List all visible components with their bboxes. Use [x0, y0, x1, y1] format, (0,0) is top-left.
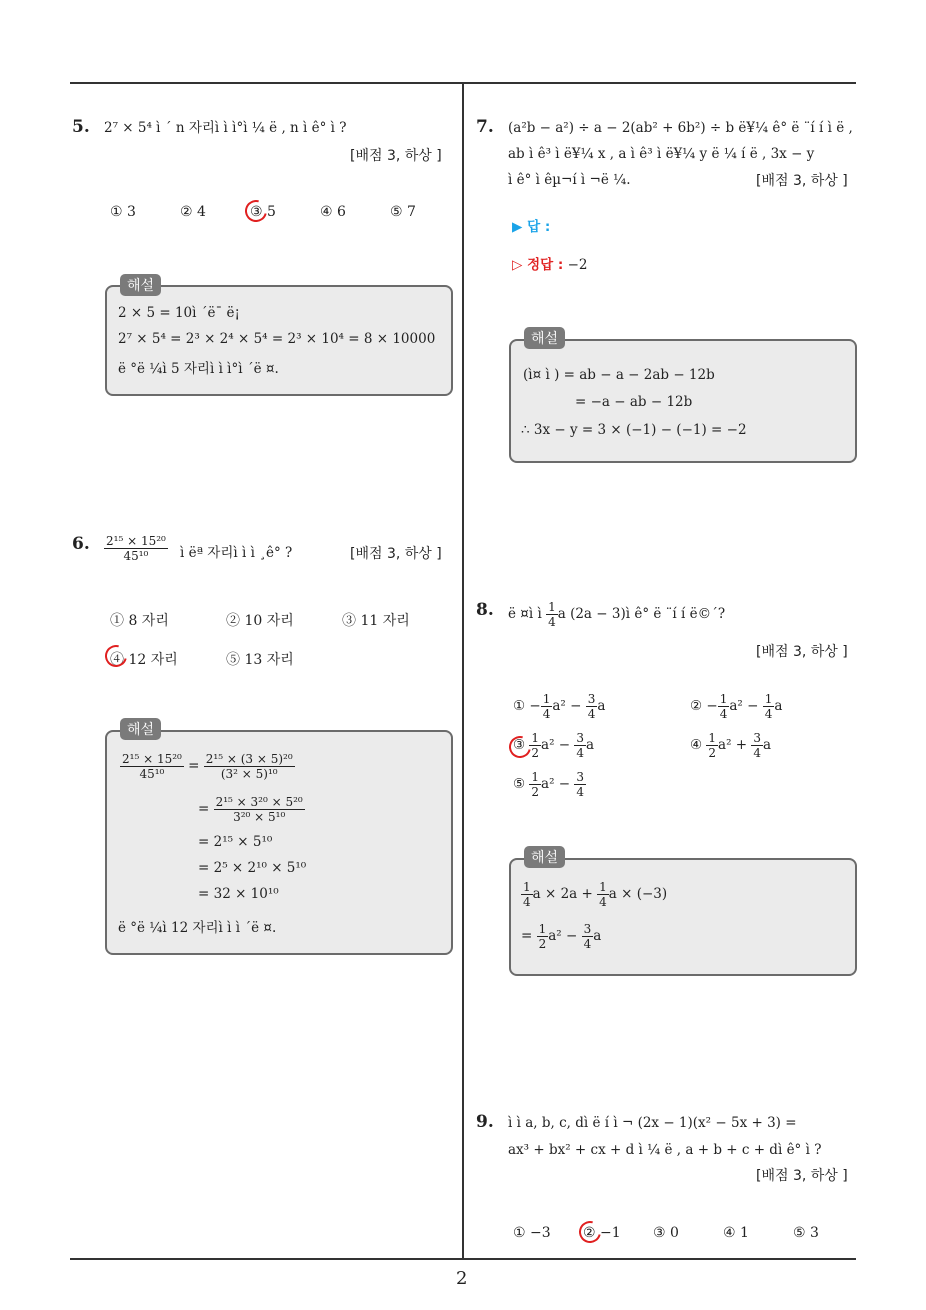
question-7-number: 7. — [476, 117, 494, 137]
question-8-number: 8. — [476, 600, 494, 620]
q8-sol-line-1: $\frac{1}{4}$ a × 2a + $\frac{1}{4}$ a × (−3) — [523, 880, 668, 909]
q6-sol-last: ë °ë ¼ì 12 자리ì ì ì ´ë ¤. — [118, 920, 277, 936]
q6-sol-eq-1: = — [188, 758, 200, 774]
question-8-meta: [배점 3, 하상 ] — [756, 644, 848, 660]
question-7-line-1: (a²b − a²) ÷ a − 2(ab² + 6b²) ÷ b ë¥¼ ê° ë ¨í í ì ë , — [508, 120, 853, 136]
question-6-text: ì ëª 자리ì ì ì ¸ê° ? — [180, 545, 293, 561]
q6-sol-l2d: 3²⁰ × 5¹⁰ — [233, 810, 286, 824]
q6-frac-denominator: 45¹⁰ — [123, 549, 149, 563]
question-9-line-2: ax³ + bx² + cx + d ì ¼ ë , a + b + c + dì ê° ì ? — [508, 1142, 822, 1158]
q6-choice-5[interactable]: ⑤ 13 자리 — [226, 652, 294, 668]
question-6-expression — [104, 534, 168, 563]
question-7-line-3: ì ê° ì êµ¬í ì ¬ë ¼. — [508, 172, 631, 188]
q6-sol-fn: 2¹⁵ × 15²⁰ — [122, 752, 182, 766]
q8-choice-1[interactable]: ① − $\frac{1}{4}$ a² − $\frac{3}{4}$ a — [513, 692, 606, 721]
q6-sol-line-2 — [198, 795, 305, 824]
q8-solution-tag: 해설 — [524, 846, 565, 868]
q7-sol-line-3: ∴ 3x − y = 3 × (−1) − (−1) = −2 — [521, 422, 747, 438]
q6-choice-1[interactable]: ① 8 자리 — [110, 613, 169, 629]
q7-answer-label[interactable]: ▶ 답 : — [512, 219, 551, 235]
q6-choice-4[interactable]: ④ 12 자리 — [110, 652, 178, 668]
bottom-rule — [70, 1258, 856, 1260]
q9-answer-mark — [575, 1217, 605, 1247]
q6-frac-numerator: 2¹⁵ × 15²⁰ — [106, 534, 166, 548]
q9-choice-3[interactable]: ③ 0 — [653, 1225, 679, 1241]
q5-sol-line-1: 2 × 5 = 10ì ´ë¯ ë¡ — [118, 305, 240, 321]
question-5-text: 2⁷ × 5⁴ ì ´ n 자리ì ì ì°ì ¼ ë , n ì ê° ì ? — [104, 120, 347, 136]
question-9-number: 9. — [476, 1112, 494, 1132]
question-8-text: ë ¤ì ì $\frac{1}{4}$ a (2a − 3)ì ê° ë ¨í í ë©´? — [508, 600, 726, 629]
question-5-meta: [배점 3, 하상 ] — [350, 148, 442, 164]
question-9-meta: [배점 3, 하상 ] — [756, 1168, 848, 1184]
q8-choice-3[interactable]: ③ $\frac{1}{2}$ a² − $\frac{3}{4}$ a — [513, 731, 595, 760]
question-9-line-1: ì ì a, b, c, dì ë í ì ¬ (2x − 1)(x² − 5x + 3) = — [508, 1115, 797, 1131]
q5-choice-1[interactable]: ① 3 — [110, 204, 136, 220]
question-6-meta: [배점 3, 하상 ] — [350, 546, 442, 562]
q9-choice-4[interactable]: ④ 1 — [723, 1225, 749, 1241]
q5-choice-4[interactable]: ④ 6 — [320, 204, 346, 220]
q6-solution-tag: 해설 — [120, 718, 161, 740]
question-6-number: 6. — [72, 534, 90, 554]
q8-choice-5[interactable]: ⑤ $\frac{1}{2}$ a² − $\frac{3}{4}$ — [513, 770, 585, 799]
q6-sol-l2n: 2¹⁵ × 3²⁰ × 5²⁰ — [215, 795, 303, 809]
q9-choice-2[interactable]: ② −1 — [583, 1225, 621, 1241]
question-7-meta: [배점 3, 하상 ] — [756, 173, 848, 189]
column-divider — [462, 82, 464, 1258]
q6-sol-line-1 — [120, 752, 295, 781]
q9-choice-5[interactable]: ⑤ 3 — [793, 1225, 819, 1241]
q5-solution-tag: 해설 — [120, 274, 161, 296]
q8-sol-line-2: = $\frac{1}{2}$ a² − $\frac{3}{4}$ a — [521, 922, 602, 951]
q9-choice-1[interactable]: ① −3 — [513, 1225, 551, 1241]
q6-sol-rd: (3² × 5)¹⁰ — [220, 767, 278, 781]
q5-answer-mark — [241, 196, 271, 226]
page-number: 2 — [456, 1268, 468, 1289]
q7-correct-row — [512, 253, 587, 273]
q6-sol-line-5: = 32 × 10¹⁰ — [198, 886, 279, 902]
q8-text-pre: ë ¤ì ì — [508, 606, 547, 622]
q8-text-post: a (2a − 3)ì ê° ë ¨í í ë©´? — [557, 606, 726, 622]
q6-sol-fd: 45¹⁰ — [139, 767, 165, 781]
q8-choice-4[interactable]: ④ $\frac{1}{2}$ a² + $\frac{3}{4}$ a — [690, 731, 772, 760]
q7-sol-line-2: = −a − ab − 12b — [575, 394, 693, 410]
q6-choice-3[interactable]: ③ 11 자리 — [342, 613, 410, 629]
q5-choice-2[interactable]: ② 4 — [180, 204, 206, 220]
q7-sol-line-1: (ì¤ ì ) = ab − a − 2ab − 12b — [523, 367, 715, 383]
q6-sol-line-3: = 2¹⁵ × 5¹⁰ — [198, 834, 273, 850]
q6-sol-line-4: = 2⁵ × 2¹⁰ × 5¹⁰ — [198, 860, 307, 876]
q7-correct-value: −2 — [567, 257, 588, 273]
q7-correct-label: ▷ 정답 : — [512, 257, 564, 273]
q5-sol-line-3: ë °ë ¼ì 5 자리ì ì ì°ì ´ë ¤. — [118, 361, 279, 377]
q6-sol-eq-2: = — [198, 801, 210, 817]
q8-solution-box — [509, 858, 857, 976]
q5-choice-5[interactable]: ⑤ 7 — [390, 204, 416, 220]
q6-sol-rn: 2¹⁵ × (3 × 5)²⁰ — [205, 752, 293, 766]
q5-choice-3[interactable]: ③ 5 — [250, 204, 276, 220]
q7-solution-tag: 해설 — [524, 327, 565, 349]
q6-choice-2[interactable]: ② 10 자리 — [226, 613, 294, 629]
q8-choice-2[interactable]: ② − $\frac{1}{4}$ a² − $\frac{1}{4}$ a — [690, 692, 783, 721]
question-7-line-2: ab ì ê³ ì ë¥¼ x , a ì ê³ ì ë¥¼ y ë ¼ í ë , 3x − y — [508, 146, 815, 162]
question-5-number: 5. — [72, 117, 90, 137]
q5-sol-line-2: 2⁷ × 5⁴ = 2³ × 2⁴ × 5⁴ = 2³ × 10⁴ = 8 × 10000 — [118, 331, 436, 347]
